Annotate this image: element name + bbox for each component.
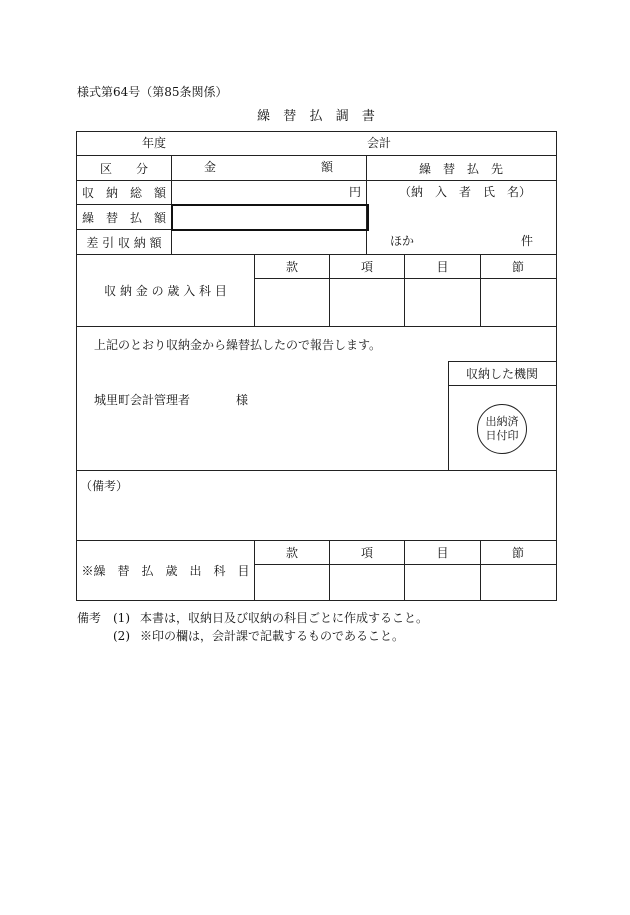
revenue-head-setsu: 節 <box>511 260 524 274</box>
honorific: 様 <box>236 393 249 407</box>
expenditure-head-kou: 項 <box>360 546 373 560</box>
expenditure-head-setsu: 節 <box>511 546 524 560</box>
stamp-line-2: 日付印 <box>485 429 519 442</box>
amount-header-left: 金 <box>204 160 217 174</box>
addressee: 城里町会計管理者 <box>94 393 191 407</box>
revenue-items-label: 収 納 金 の 歳 入 科 目 <box>104 284 227 298</box>
substitute-payment-label: 繰 替 払 額 <box>81 210 166 225</box>
category-header: 区 分 <box>99 161 148 176</box>
yen-unit: 円 <box>349 185 362 199</box>
revenue-head-kan: 款 <box>285 260 298 274</box>
net-received-label: 差 引 収 納 額 <box>86 235 162 250</box>
expenditure-head-moku: 目 <box>436 546 449 560</box>
stamp-line-1: 出納済 <box>485 415 519 429</box>
report-text: 上記のとおり収納金から繰替払したので報告します。 <box>94 338 382 352</box>
notes-label: 備考 <box>77 611 102 625</box>
payee-header: 繰 替 払 先 <box>418 161 503 176</box>
revenue-head-kou: 項 <box>360 260 373 274</box>
account-label: 会計 <box>367 136 392 150</box>
date-stamp-circle <box>477 404 527 454</box>
expenditure-head-kan: 款 <box>285 546 298 560</box>
others-label: ほか <box>390 234 415 248</box>
total-received-label: 収 納 総 額 <box>81 185 166 200</box>
expenditure-items-label: ※繰 替 払 歳 出 科 目 <box>81 564 250 578</box>
note-2-text: ※印の欄は，会計課で記載するものであること。 <box>140 629 405 643</box>
fiscal-year-label: 年度 <box>142 136 167 150</box>
remarks-label: （備考） <box>80 479 129 493</box>
payer-name-label: （納 入 者 氏 名） <box>399 185 532 199</box>
substitute-payment-amount-box <box>171 204 369 231</box>
note-1-number: (1) <box>113 611 130 625</box>
page-title: 繰 替 払 調 書 <box>257 109 380 124</box>
amount-header-right: 額 <box>321 160 334 174</box>
receiving-agency-label: 収納した機関 <box>465 367 538 381</box>
count-unit: 件 <box>521 234 534 248</box>
note-2-number: (2) <box>113 629 130 643</box>
form-number: 様式第64号（第85条関係） <box>77 85 228 99</box>
note-1-text: 本書は，収納日及び収納の科目ごとに作成すること。 <box>140 611 429 625</box>
revenue-head-moku: 目 <box>436 260 449 274</box>
